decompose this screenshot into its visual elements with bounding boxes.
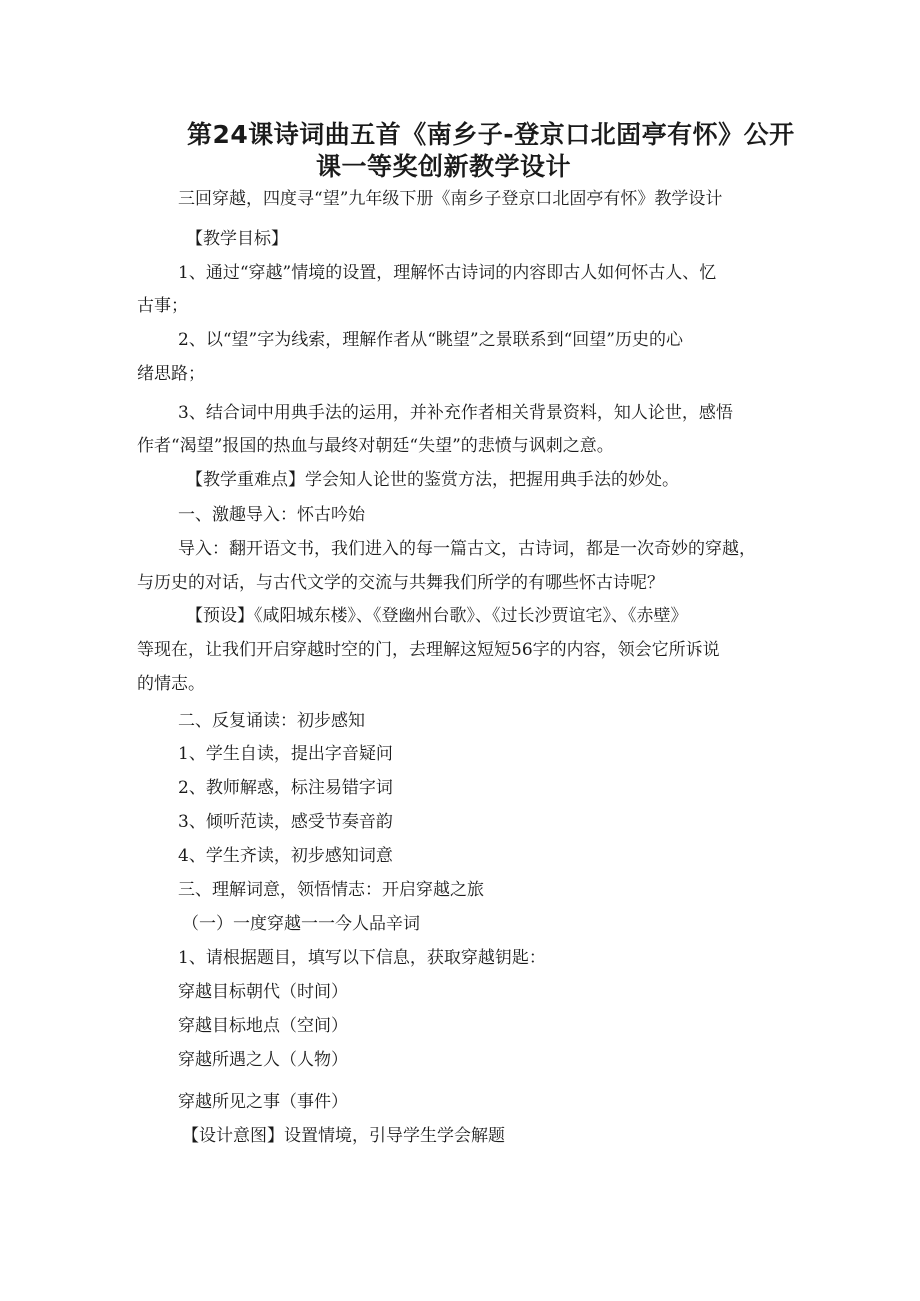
- step-3: 3、倾听范读，感受节奏音韵: [178, 812, 393, 832]
- step-2: 2、教师解惑，标注易错字词: [178, 778, 393, 798]
- goal-3-cont: 作者“渴望”报国的热血与最终对朝廷“失望”的悲愤与讽刺之意。: [137, 436, 614, 456]
- step-1: 1、学生自读，提出字音疑问: [178, 744, 393, 764]
- design-intent: 【设计意图】设置情境，引导学生学会解题: [182, 1126, 505, 1146]
- task-1: 1、请根据题目，填写以下信息，获取穿越钥匙：: [178, 948, 546, 968]
- section-3-heading: 三、理解词意，领悟情志：开启穿越之旅: [178, 880, 484, 900]
- subtitle: 三回穿越，四度寻“望”九年级下册《南乡子登京口北固亭有怀》教学设计: [178, 189, 723, 209]
- preset-paragraph-cont: 等现在，让我们开启穿越时空的门，去理解这短短56字的内容，领会它所诉说: [137, 640, 720, 660]
- section-2-heading: 二、反复诵读：初步感知: [178, 711, 365, 731]
- goal-1-cont: 古事；: [137, 296, 188, 316]
- intro-paragraph: 导入：翻开语文书，我们进入的每一篇古文，古诗词，都是一次奇妙的穿越，: [178, 539, 756, 559]
- document-title-line-1: 第24课诗词曲五首《南乡子-登京口北固亭有怀》公开: [187, 120, 795, 149]
- intro-paragraph-cont: 与历史的对话，与古代文学的交流与共舞我们所学的有哪些怀古诗呢？: [137, 573, 664, 593]
- goal-1: 1、通过“穿越”情境的设置，理解怀古诗词的内容即古人如何怀古人、忆: [178, 263, 717, 283]
- field-person: 穿越所遇之人（人物）: [178, 1050, 348, 1070]
- heading-teaching-goals: 【教学目标】: [186, 229, 288, 249]
- subsection-1-heading: （一）一度穿越一一今人品辛词: [182, 914, 420, 934]
- preset-paragraph: 【预设】《咸阳城东楼》、《登幽州台歌》、《过长沙贾谊宅》、《赤壁》: [186, 606, 688, 626]
- field-event: 穿越所见之事（事件）: [178, 1092, 348, 1112]
- key-difficulties: 【教学重难点】学会知人论世的鉴赏方法，把握用典手法的妙处。: [186, 470, 679, 490]
- preset-paragraph-end: 的情志。: [137, 674, 205, 694]
- goal-3: 3、结合词中用典手法的运用，并补充作者相关背景资料，知人论世，感悟: [178, 403, 733, 423]
- section-1-heading: 一、激趣导入：怀古吟始: [178, 505, 365, 525]
- field-dynasty: 穿越目标朝代（时间）: [178, 982, 348, 1002]
- document-title-line-2: 课一等奖创新教学设计: [316, 152, 572, 181]
- field-place: 穿越目标地点（空间）: [178, 1016, 348, 1036]
- step-4: 4、学生齐读，初步感知词意: [178, 846, 393, 866]
- goal-2-cont: 绪思路；: [137, 364, 205, 384]
- goal-2: 2、以“望”字为线索，理解作者从“眺望”之景联系到“回望”历史的心: [178, 330, 683, 350]
